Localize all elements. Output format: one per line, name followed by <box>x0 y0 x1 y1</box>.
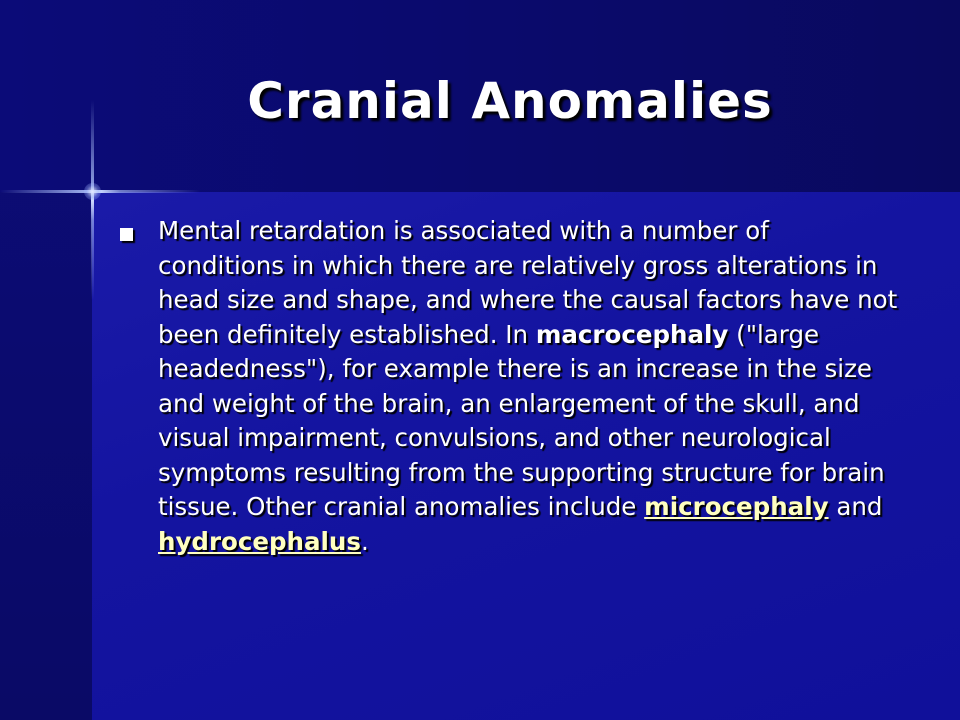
body-text-3: and <box>828 492 883 521</box>
body-text-2: ("large headedness"), for example there is an increase in the size and weight of the brain, an enlargement of the skull, and visual impairment, convulsions, and other neurological symptoms resulting from the supporting structure for brain tissue. Other cranial anomalies include <box>158 319 885 521</box>
bullet-paragraph <box>158 214 900 559</box>
square-bullet-icon <box>120 228 133 241</box>
link-hydrocephalus[interactable]: hydrocephalus <box>158 526 361 556</box>
link-microcephaly[interactable]: microcephaly <box>644 492 829 521</box>
body-text-4: . <box>360 526 369 556</box>
slide-title: Cranial Anomalies <box>247 72 773 130</box>
light-flare-vertical <box>91 100 94 300</box>
term-macrocephaly: macrocephaly <box>535 319 729 349</box>
body-text-1: Mental retardation is associated with a number of conditions in which there are relatively gross alterations in head size and shape, and where the causal factors have not been definitely established. In <box>158 216 898 349</box>
slide-content <box>120 214 900 584</box>
light-flare-icon <box>84 183 101 200</box>
